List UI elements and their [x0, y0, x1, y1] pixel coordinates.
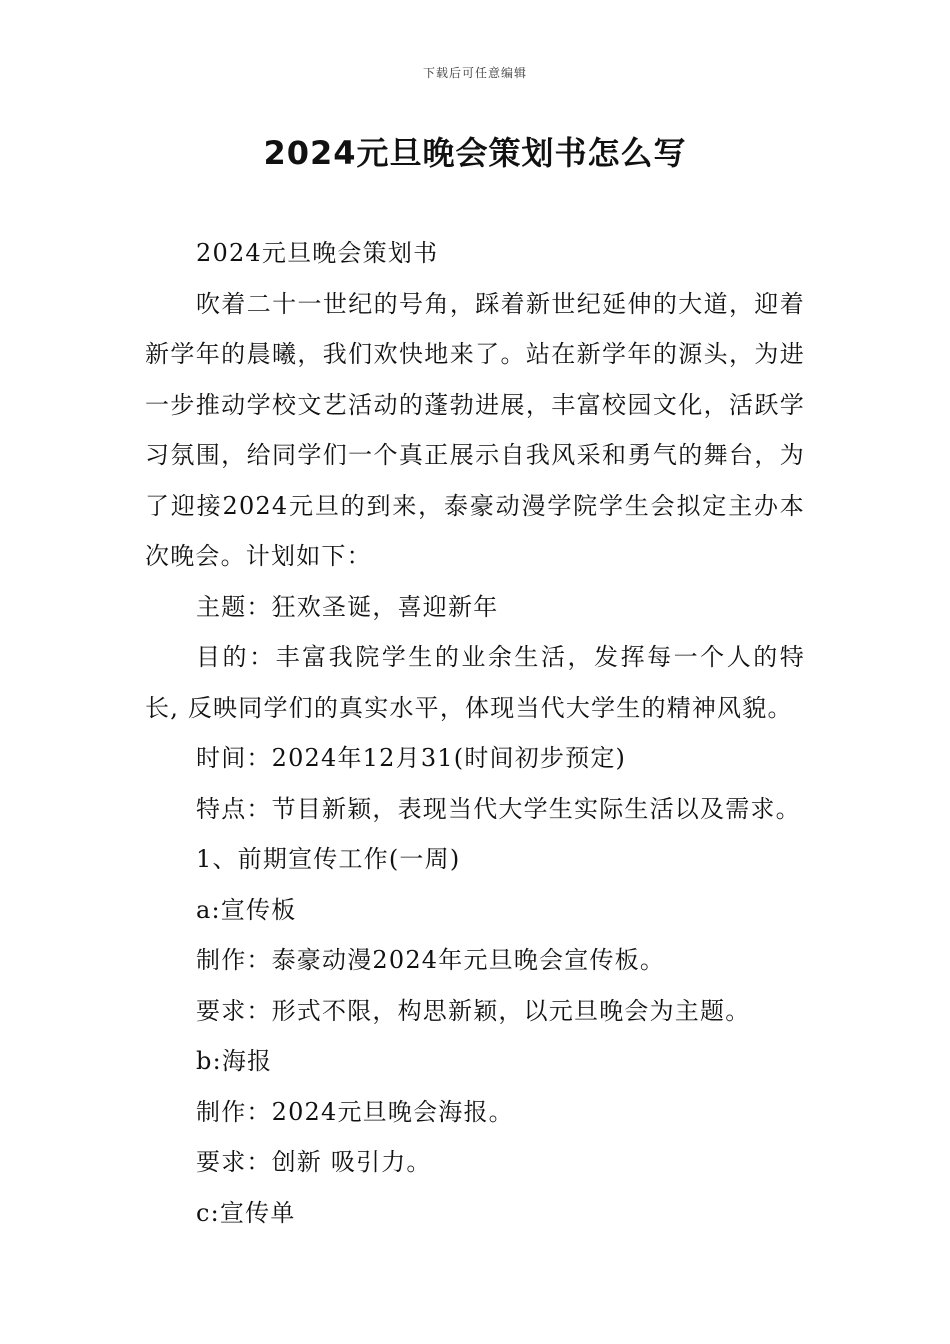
document-body — [145, 228, 805, 1238]
document-title: 2024元旦晚会策划书怎么写 — [263, 134, 687, 172]
paragraph-section-1: 1、前期宣传工作(一周) — [196, 845, 461, 873]
paragraph-item-c: c:宣传单 — [196, 1198, 296, 1227]
paragraph-make-b: 制作：2024元旦晚会海报。 — [196, 1097, 514, 1126]
paragraph-item-b: b:海报 — [196, 1047, 273, 1075]
header-note: 下载后可任意编辑 — [422, 66, 527, 80]
paragraph-intro: 吹着二十一世纪的号角，踩着新世纪延伸的大道，迎着新学年的晨曦，我们欢快地来了。站在新学年的源头，为进一步推动学校文艺活动的蓬勃进展，丰富校园文化，活跃学习氛围，给同学们一个真正展示自我风采和勇气的舞台，为了迎接2024元旦的到来，泰豪动漫学院学生会拟定主办本次晚会。计划如下： — [145, 289, 805, 570]
paragraph-require-a: 要求：形式不限，构思新颖，以元旦晚会为主题。 — [196, 996, 751, 1025]
paragraph-time: 时间：2024年12月31(时间初步预定) — [196, 744, 627, 772]
paragraph-theme: 主题：狂欢圣诞，喜迎新年 — [196, 592, 499, 621]
paragraph-feature: 特点：节目新颖，表现当代大学生实际生活以及需求。 — [196, 794, 801, 823]
paragraph-make-a: 制作：泰豪动漫2024年元旦晚会宣传板。 — [196, 946, 666, 974]
paragraph-purpose: 目的：丰富我院学生的业余生活，发挥每一个人的特长, 反映同学们的真实水平，体现当代大学生的精神风貌。 — [145, 643, 805, 722]
paragraph-item-a: a:宣传板 — [196, 895, 297, 924]
paragraph-require-b: 要求：创新 吸引力。 — [196, 1148, 432, 1176]
paragraph-subtitle: 2024元旦晚会策划书 — [196, 239, 439, 267]
